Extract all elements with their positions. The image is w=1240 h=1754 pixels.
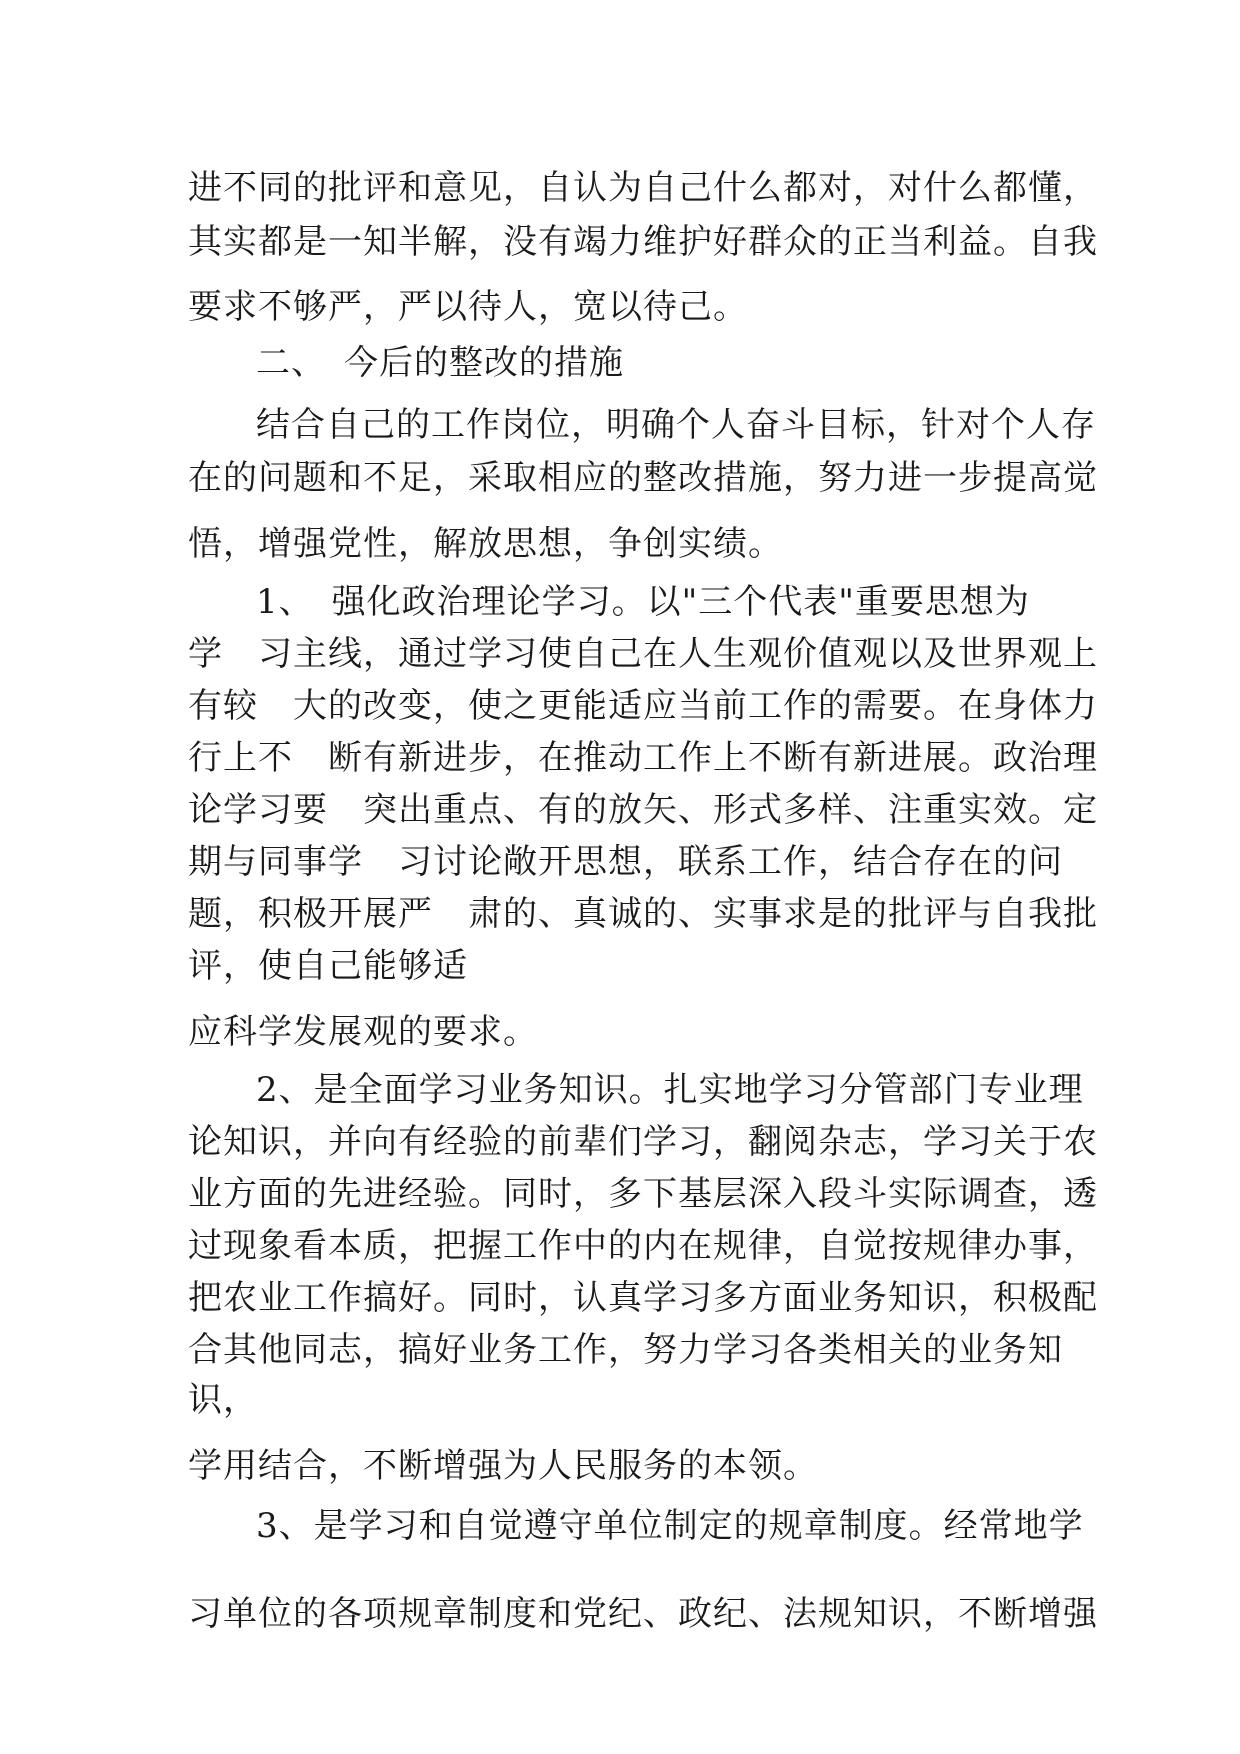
text-line: 把农业工作搞好。同时，认真学习多方面业务知识，积极配: [188, 1278, 1098, 1318]
text-line: 学 习主线，通过学习使自己在人生观价值观以及世界观上: [188, 634, 1098, 674]
list-item-heading: 2、是全面学习业务知识。扎实地学习分管部门专业理: [256, 1070, 1084, 1110]
list-item-heading: 1、 强化政治理论学习。以"三个代表"重要思想为: [256, 582, 1030, 622]
text-line: 应科学发展观的要求。: [188, 1012, 538, 1052]
text-line: 悟，增强党性，解放思想，争创实绩。: [188, 524, 783, 564]
text-line: 学用结合，不断增强为人民服务的本领。: [188, 1446, 818, 1486]
text-line: 要求不够严，严以待人，宽以待己。: [188, 287, 748, 327]
text-line: 进不同的批评和意见，自认为自己什么都对，对什么都懂，: [188, 168, 1098, 208]
text-line: 题，积极开展严 肃的、真诚的、实事求是的批评与自我批: [188, 894, 1098, 934]
text-line: 行上不 断有新进步，在推动工作上不断有新进展。政治理: [188, 738, 1098, 778]
text-line: 过现象看本质，把握工作中的内在规律，自觉按规律办事，: [188, 1226, 1098, 1266]
text-line: 论学习要 突出重点、有的放矢、形式多样、注重实效。定: [188, 790, 1098, 830]
text-line: 习单位的各项规章制度和党纪、政纪、法规知识，不断增强: [188, 1594, 1098, 1634]
text-line: 业方面的先进经验。同时，多下基层深入段斗实际调查，透: [188, 1174, 1098, 1214]
text-line: 识，: [188, 1380, 258, 1420]
text-line: 在的问题和不足，采取相应的整改措施，努力进一步提高觉: [188, 458, 1098, 498]
section-heading: 二、 今后的整改的措施: [256, 343, 624, 383]
text-line: 论知识，并向有经验的前辈们学习，翻阅杂志，学习关于农: [188, 1122, 1098, 1162]
text-line: 合其他同志，搞好业务工作，努力学习各类相关的业务知: [188, 1330, 1063, 1370]
text-line: 评，使自己能够适: [188, 946, 468, 986]
text-line: 其实都是一知半解，没有竭力维护好群众的正当利益。自我: [188, 222, 1098, 262]
text-line: 结合自己的工作岗位，明确个人奋斗目标，针对个人存: [256, 405, 1096, 445]
list-item-heading: 3、是学习和自觉遵守单位制定的规章制度。经常地学: [256, 1506, 1084, 1546]
text-line: 期与同事学 习讨论敞开思想，联系工作，结合存在的问: [188, 842, 1063, 882]
text-line: 有较 大的改变，使之更能适应当前工作的需要。在身体力: [188, 686, 1098, 726]
